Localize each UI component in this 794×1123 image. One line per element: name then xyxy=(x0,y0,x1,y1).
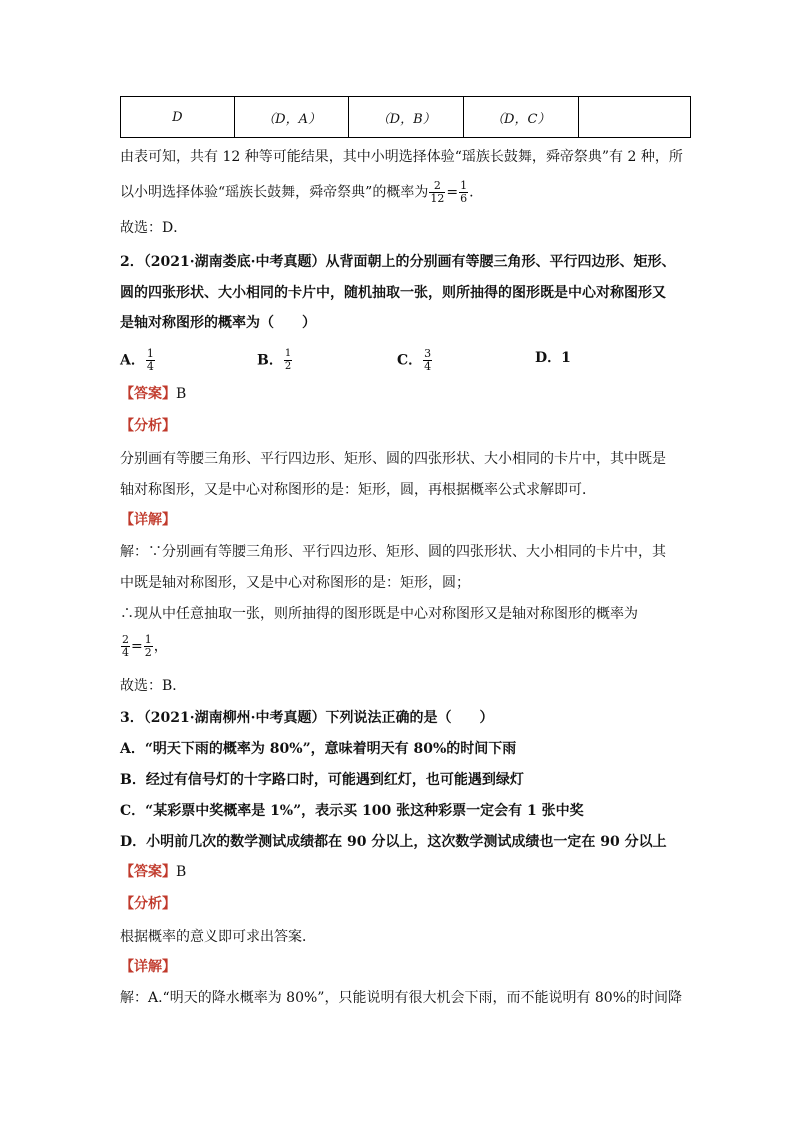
table-row xyxy=(121,97,691,138)
answer-tag: 【答案】 xyxy=(120,386,176,402)
q2-answer xyxy=(120,384,186,404)
q2-option-b: B． $\frac{1}{2}$ xyxy=(257,348,292,372)
q2-analysis-line2: 轴对称图形，又是中心对称图形的是：矩形，圆，再根据概率公式求解即可． xyxy=(120,482,596,498)
fraction: $\frac{1}{2}$ xyxy=(144,633,152,659)
table-cell: （D，A） xyxy=(234,97,349,138)
q2-detail-line1: 解：∵分别画有等腰三角形、平行四边形、矩形、圆的四张形状、大小相同的卡片中，其 xyxy=(120,544,666,560)
fraction: $\frac{3}{4}$ xyxy=(424,347,432,373)
q3-detail-line1: 解：A.“明天的降水概率为 80%”，只能说明有很大机会下雨，而不能说明有 80%的时间降 xyxy=(120,990,683,1006)
q2-conclusion: 故选：B． xyxy=(120,678,187,694)
table-cell: D xyxy=(121,97,235,138)
answer-value: B xyxy=(176,864,187,880)
period: . xyxy=(469,184,474,201)
fraction: $\frac{2}{4}$ xyxy=(122,633,129,659)
q1-line2 xyxy=(120,180,474,205)
fraction: $\frac{1}{4}$ xyxy=(146,347,154,373)
equals-sign: = xyxy=(446,184,459,201)
table-cell xyxy=(578,97,691,138)
q3-option-d: D．小明前几次的数学测试成绩都在 90 分以上，这次数学测试成绩也一定在 90 分以上 xyxy=(120,834,667,850)
q1-line1: 由表可知，共有 12 种等可能结果，其中小明选择体验“瑶族长鼓舞，舜帝祭典”有 2 种，所 xyxy=(120,149,683,165)
q2-detail-formula xyxy=(120,634,168,659)
answer-tag: 【答案】 xyxy=(120,864,176,880)
q2-detail-line2: 中既是轴对称图形，又是中心对称图形的是：矩形，圆； xyxy=(120,575,470,591)
q2-stem-line1: 2．（2021·湖南娄底·中考真题）从背面朝上的分别画有等腰三角形、平行四边形、矩形、 xyxy=(120,254,676,270)
fraction: $\frac{1}{2}$ xyxy=(284,348,292,372)
q2-detail-line3: ∴现从中任意抽取一张，则所抽得的图形既是中心对称图形又是轴对称图形的概率为 xyxy=(120,606,638,622)
q3-option-a: A．“明天下雨的概率为 80%”，意味着明天有 80%的时间下雨 xyxy=(120,741,517,757)
q3-option-c: C．“某彩票中奖概率是 1%”，表示买 100 张这种彩票一定会有 1 张中奖 xyxy=(120,803,584,819)
table-cell: （D，B） xyxy=(349,97,464,138)
detail-tag: 【详解】 xyxy=(120,512,176,528)
q2-option-c: C． $\frac{3}{4}$ xyxy=(397,347,432,373)
fraction: $\frac{1}{6}$ xyxy=(460,179,468,205)
q3-answer xyxy=(120,862,186,882)
detail-tag: 【详解】 xyxy=(120,959,176,975)
table-cell: （D，C） xyxy=(463,97,578,138)
answer-value: B xyxy=(176,386,187,402)
outcome-table xyxy=(120,96,691,138)
analysis-tag: 【分析】 xyxy=(120,896,176,912)
q3-analysis-line1: 根据概率的意义即可求出答案． xyxy=(120,929,316,945)
q1-conclusion: 故选：D． xyxy=(120,220,188,236)
q3-option-b: B．经过有信号灯的十字路口时，可能遇到红灯，也可能遇到绿灯 xyxy=(120,772,524,788)
comma: ， xyxy=(153,638,168,655)
q3-stem: 3．（2021·湖南柳州·中考真题）下列说法正确的是（ ） xyxy=(120,710,494,726)
q2-stem-line3: 是轴对称图形的概率为（ ） xyxy=(120,315,316,331)
equals-sign: = xyxy=(131,638,143,655)
fraction: $\frac{2}{12}$ xyxy=(430,179,445,205)
q2-analysis-line1: 分别画有等腰三角形、平行四边形、矩形、圆的四张形状、大小相同的卡片中，其中既是 xyxy=(120,451,666,467)
analysis-tag: 【分析】 xyxy=(120,418,176,434)
q2-option-a: A． $\frac{1}{4}$ xyxy=(120,347,154,373)
q2-stem-line2: 圆的四张形状、大小相同的卡片中，随机抽取一张，则所抽得的图形既是中心对称图形又 xyxy=(120,285,666,301)
q1-line2-text: 以小明选择体验“瑶族长鼓舞，舜帝祭典”的概率为 xyxy=(120,184,429,201)
q2-option-d: D．1 xyxy=(535,350,571,366)
